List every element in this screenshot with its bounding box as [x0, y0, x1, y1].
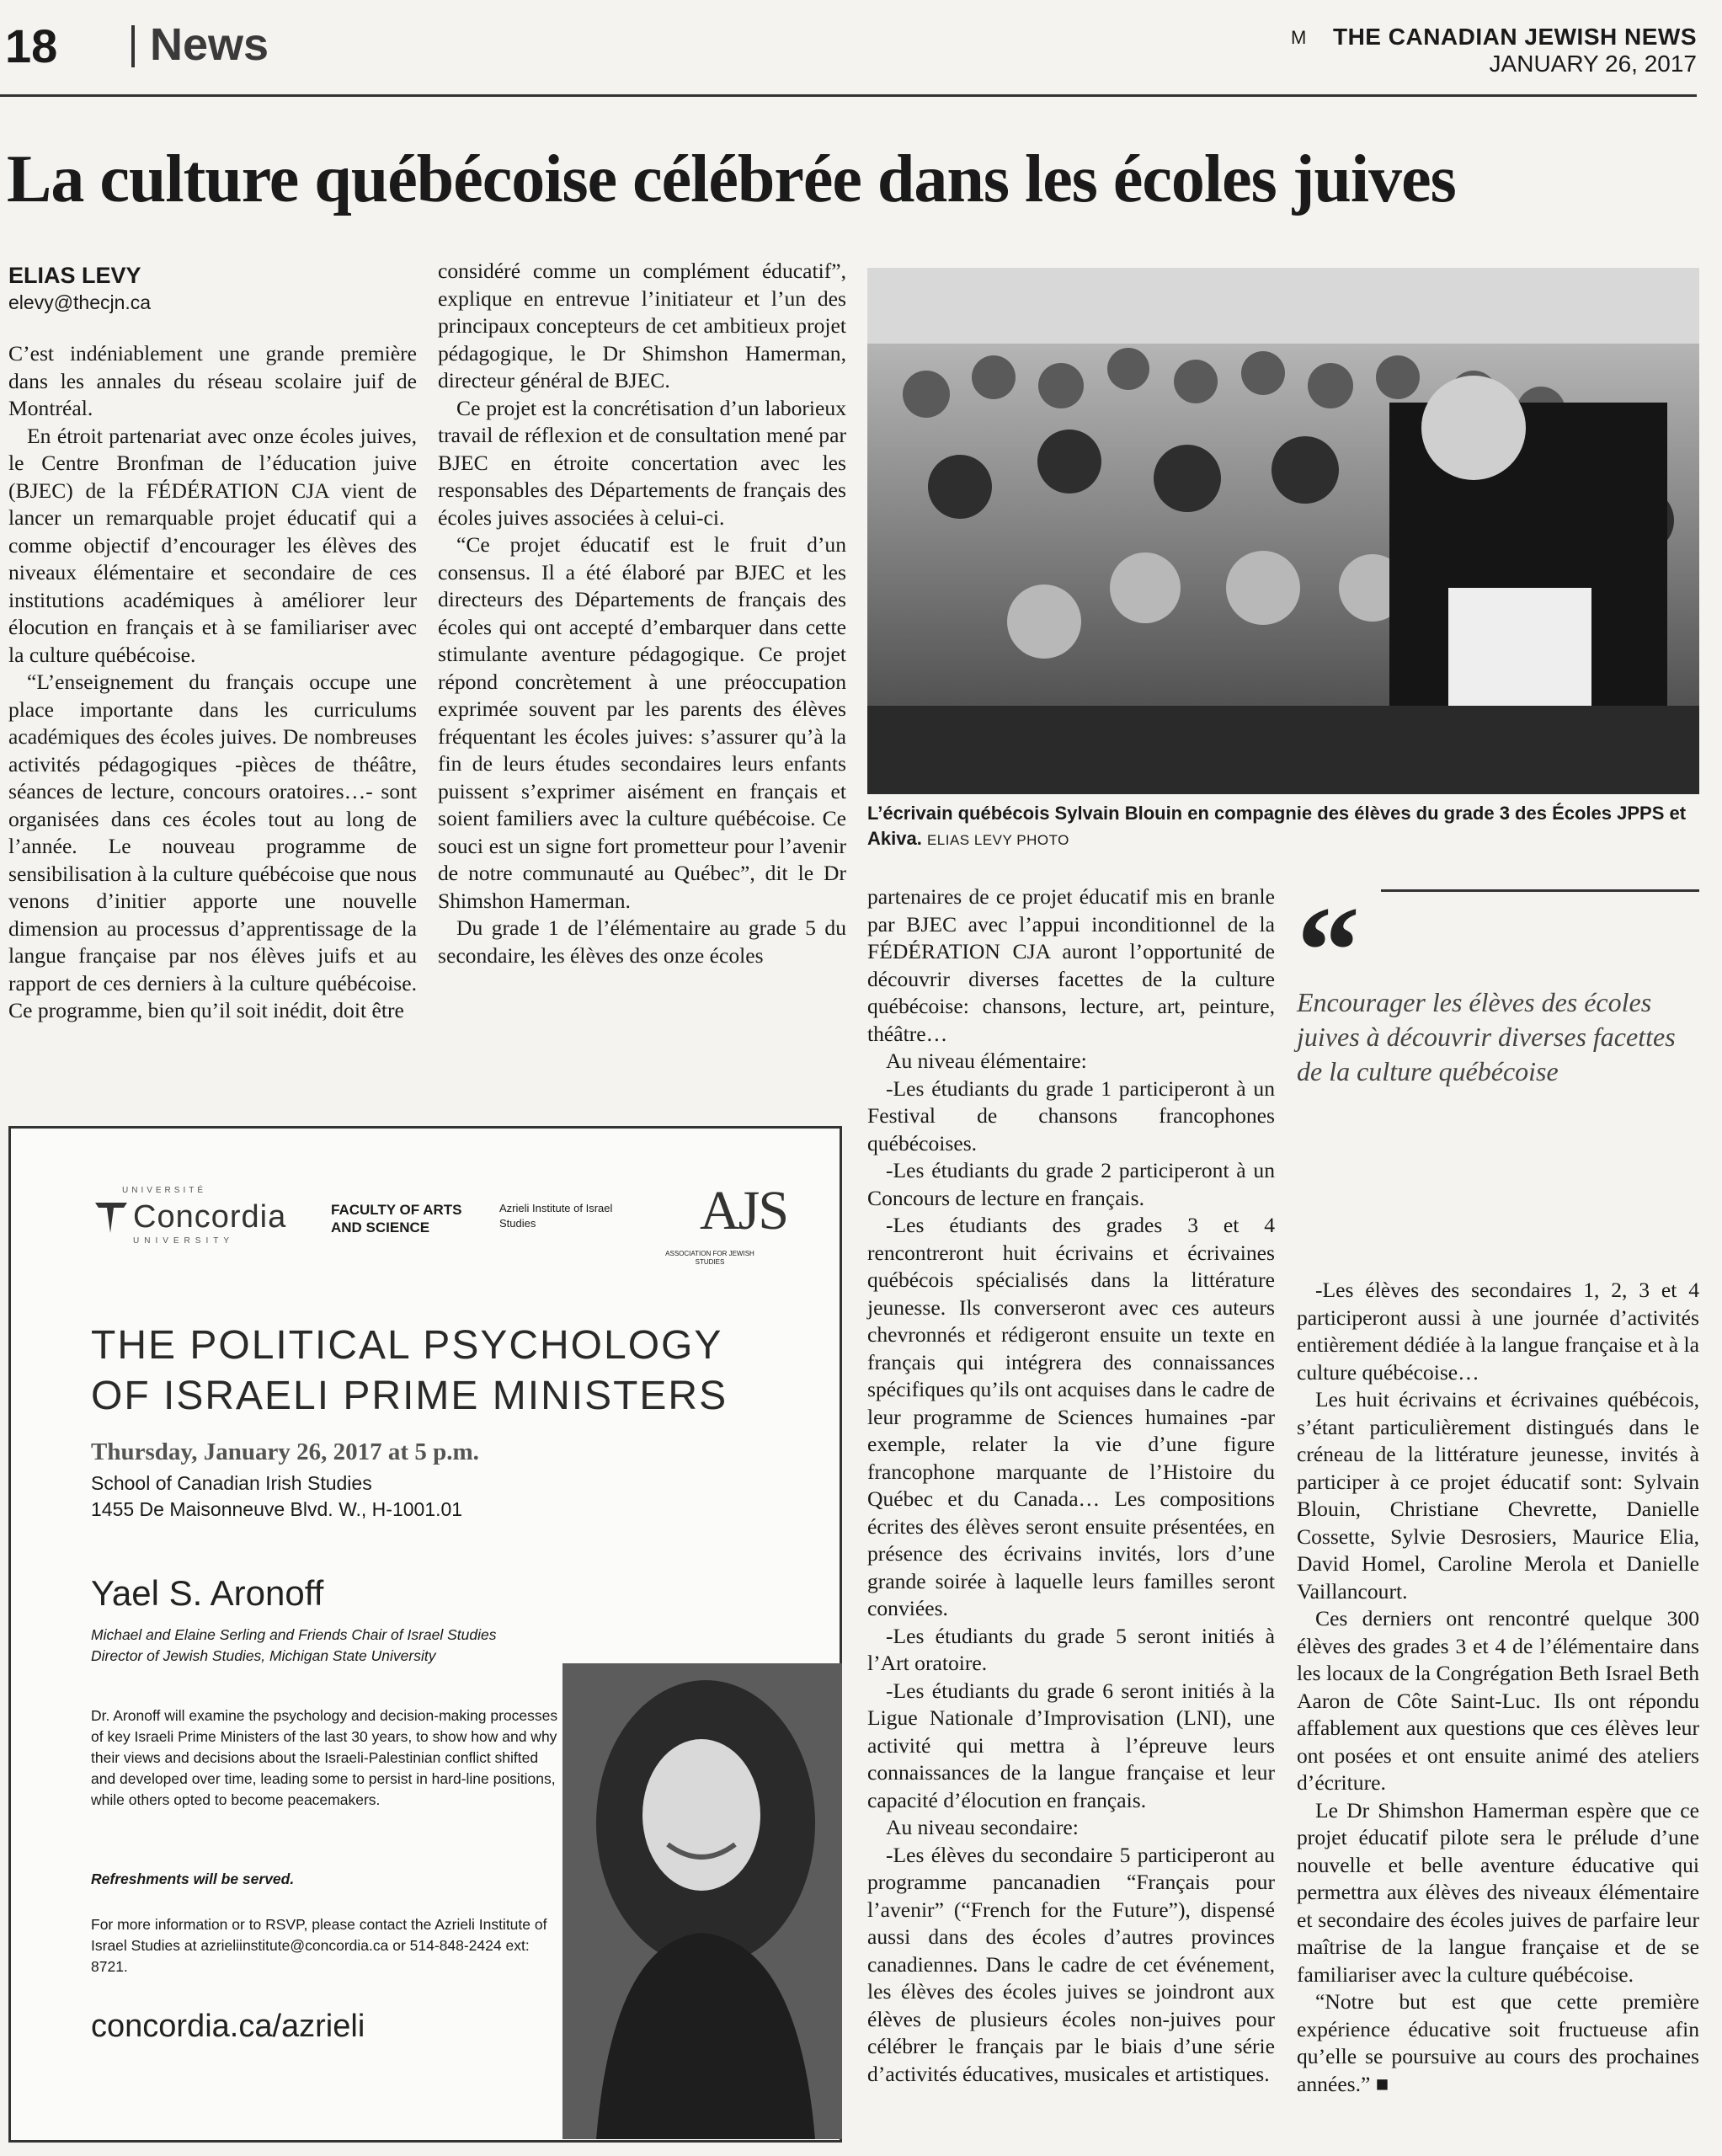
event-datetime: Thursday, January 26, 2017 at 5 p.m. [91, 1438, 479, 1465]
paragraph: Ces derniers ont rencontré quelque 300 élèves des grades 3 et 4 de l’élémentaire dans les locaux de la Congrégation Beth Israel Beth Aaron de Côte Saint-Luc. Ils ont répondu affablement aux questions que ces élèves leur ont posées et ont ensuite animé des ateliers d’écriture. [1297, 1606, 1699, 1795]
article-column-1 [8, 340, 417, 1025]
paragraph: -Les étudiants du grade 1 participeront à un Festival de chansons francophones québécoises. [867, 1075, 1275, 1155]
paragraph: C’est indéniablement une grande première dans les annales du réseau scolaire juif de Montréal. [8, 341, 417, 420]
faculty-name: FACULTY OF ARTS AND SCIENCE [331, 1202, 462, 1235]
event-description: Dr. Aronoff will examine the psychology and decision-making processes of key Israeli Prime Ministers of the last 30 years, to show how and why their views and decisions about the Israeli-Palestinian conflict shifted and developed over time, leading some to persist in hard-line positions, while others opted to become peacemakers. [91, 1707, 558, 1808]
paragraph: considéré comme un complément éducatif”, explique en entrevue l’initiateur et l’un des principaux concepteurs de cet ambitieux projet pédagogique, le Dr Shimshon Hamerman, directeur général de BJEC. [438, 259, 846, 392]
photo-caption [867, 801, 1699, 853]
paragraph: Du grade 1 de l’élémentaire au grade 5 du secondaire, les élèves des onze écoles [438, 915, 846, 968]
speaker-portrait-illustration [562, 1663, 842, 2139]
speaker-name: Yael S. Aronoff [91, 1573, 324, 1613]
article-column-4 [1297, 1277, 1699, 2098]
paragraph: -Les étudiants du grade 5 seront initiés à l’Art oratoire. [867, 1623, 1275, 1675]
role-line: Michael and Elaine Serling and Friends Chair of Israel Studies [91, 1626, 497, 1643]
pull-quote: Encourager les élèves des écoles juives à découvrir diverses facettes de la culture québécoise [1297, 987, 1676, 1086]
author-email[interactable]: elevy@thecjn.ca [8, 291, 152, 313]
edition-mark: M [1291, 27, 1307, 48]
speaker-role [91, 1625, 497, 1667]
paragraph: En étroit partenariat avec onze écoles juives, le Centre Bronfman de l’éducation juive (BJEC) de la FÉDÉRATION CJA vient de lancer un remarquable projet éducatif qui a comme objectif d’encourager les élèves des niveaux élémentaire et secondaire de ces institutions académiques à améliorer leur élocution en français et à se familiariser avec la culture québécoise. [8, 423, 417, 667]
paragraph: Le Dr Shimshon Hamerman espère que ce projet éducatif pilote sera le prélude d’une nouvelle et belle aventure éducative qui permettra aux élèves des niveaux élémentaire et secondaire des écoles juives de parfaire leur maîtrise de la langue française et de se familiariser avec la culture québécoise. [1297, 1797, 1699, 1987]
paper-name: THE CANADIAN JEWISH NEWS [1332, 24, 1697, 50]
paragraph: -Les étudiants des grades 3 et 4 rencontreront huit écrivains et écrivaines québécois spécialisés dans la littérature jeunesse. Ils converseront avec ces auteurs chevronnés et rédigeront ensuite un texte en français qui intégrera des connaissances spécifiques qu’ils ont acquises dans le cadre de leur programme de Sciences humaines -par exemple, relater la vie d’une figure francophone marquante de l’Histoire du Québec et du Canada… Les compositions écrites des élèves seront ensuite présentées, en présence des écrivains invités, lors d’une grande soirée à laquelle leurs familles seront conviées. [867, 1213, 1275, 1620]
venue-line: School of Canadian Irish Studies [91, 1472, 372, 1494]
event-title [91, 1321, 728, 1422]
event-title-line: OF ISRAELI PRIME MINISTERS [91, 1374, 728, 1418]
institute-name: Azrieli Institute of Israel Studies [499, 1202, 613, 1230]
classroom-photo-illustration [867, 268, 1699, 794]
paragraph: -Les élèves des secondaires 1, 2, 3 et 4 participeront aussi à une journée d’activités entièrement dédiée à la langue française et à la culture québécoise… [1297, 1278, 1699, 1385]
photo-credit: ELIAS LEVY PHOTO [926, 832, 1069, 848]
event-venue [91, 1470, 462, 1523]
rsvp-info: For more information or to RSVP, please contact the Azrieli Institute of Israel Studies at azrieliinstitute@concordia.ca or 514-848-2424 ext: 8721. [91, 1916, 547, 1975]
ad-website-link[interactable]: concordia.ca/azrieli [91, 2009, 365, 2044]
concordia-advertisement [8, 1126, 842, 2143]
concordia-logo-icon [93, 1199, 129, 1236]
ajs-logo: AJS [700, 1180, 788, 1241]
article-photo [867, 268, 1699, 794]
ajs-logo-subtitle: ASSOCIATION FOR JEWISH STUDIES [665, 1250, 754, 1266]
paragraph: -Les étudiants du grade 6 seront initiés à la Ligue Nationale d’Improvisation (LNI), une activité qui mettra à l’épreuve leurs connaissances de la langue française et leur capacité d’élocution en français. [867, 1678, 1275, 1812]
paragraph: “Ce projet éducatif est le fruit d’un consensus. Il a été élaboré par BJEC et les directeurs des Départements de français des écoles qui ont accepté d’embarquer dans cette stimulante aventure pédagogique. Ce projet répond concrètement à une préoccupation exprimée souvent par les parents des élèves fréquentant les écoles juives: s’assurer qu’à la fin de leurs études secondaires leurs enfants puissent s’exprimer aisément en français et soient familiers avec la culture québécoise. Ce souci est un signe fort prometteur pour l’avenir de notre communauté au Québec”, dit le Dr Shimshon Hamerman. [438, 532, 846, 913]
byline: ELIAS LEVY [8, 263, 141, 288]
section-name: News [150, 19, 269, 70]
article-headline: La culture québécoise célébrée dans les écoles juives [7, 142, 1456, 216]
venue-line: 1455 De Maisonneuve Blvd. W., H-1001.01 [91, 1498, 463, 1520]
concordia-logo: Concordia [133, 1199, 287, 1235]
paragraph: Au niveau élémentaire: [886, 1049, 1087, 1073]
header-rule [0, 94, 1697, 97]
masthead [1333, 24, 1697, 77]
issue-date: JANUARY 26, 2017 [1489, 51, 1697, 77]
paragraph: Les huit écrivains et écrivaines québécois, s’étant particulièrement distingués dans le créneau de la littérature jeunesse, invités à participer à ce projet éducatif sont: Sylvain Blouin, Christiane Chevrette, Danielle Cossette, Sylvie Desrosiers, Maurice Elia, David Homel, Caroline Merola et Danielle Vaillancourt. [1297, 1387, 1699, 1604]
caption-text: L’écrivain québécois Sylvain Blouin en compagnie des élèves du grade 3 des Écoles JPPS et Akiva. [867, 803, 1687, 849]
logo-bottom-text: UNIVERSITY [133, 1236, 235, 1246]
page-number: 18 [5, 19, 58, 72]
role-line: Director of Jewish Studies, Michigan State University [91, 1647, 436, 1664]
article-column-2 [438, 258, 846, 969]
paragraph: “Notre but est que cette première expérience éducative soit fructueuse afin qu’elle se poursuive au cours des prochaines années.” ■ [1297, 1989, 1699, 2096]
logo-top-text: UNIVERSITÉ [122, 1186, 207, 1195]
paragraph: -Les étudiants du grade 2 participeront à un Concours de lecture en français. [867, 1158, 1275, 1210]
paragraph: Ce projet est la concrétisation d’un laborieux travail de réflexion et de consultation mené par BJEC en étroite concertation avec les responsables des Départements de français des écoles juives associées à celui-ci. [438, 395, 846, 530]
paragraph: Au niveau secondaire: [886, 1815, 1079, 1839]
paragraph: -Les élèves du secondaire 5 participeront au programme pancanadien “Français pour l’avenir” (“French for the Future”), dispensé aussi dans des écoles d’autres provinces canadiennes. Dans le cadre de cet événement, les élèves des écoles juives se joindront aux élèves de plusieurs écoles non-juives pour célébrer le français par le biais d’une série d’activités éducatives, musicales et artistiques. [867, 1842, 1275, 2086]
article-column-3 [867, 883, 1275, 2088]
header-divider [131, 25, 135, 67]
refreshments-note: Refreshments will be served. [91, 1870, 295, 1887]
pull-quote-rule [1381, 889, 1699, 892]
event-title-line: THE POLITICAL PSYCHOLOGY [91, 1323, 723, 1368]
speaker-portrait [562, 1663, 842, 2139]
paragraph: partenaires de ce projet éducatif mis en branle par BJEC avec l’appui inconditionnel de la FÉDÉRATION CJA auront l’opportunité de découvrir diverses facettes de la culture québécoise: chansons, lecture, art, peinture, théâtre… [867, 884, 1275, 1046]
quote-mark-icon: “ [1297, 881, 1360, 1021]
paragraph: “L’enseignement du français occupe une place importante dans les curriculums académiques des écoles juives. De nombreuses activités pédagogiques -pièces de théâtre, séances de lecture, concours oratoires…- sont organisées dans ces écoles tout au long de l’année. Le nouveau programme de sensibilisation à la culture québécoise que nous venons d’initier apporte une nouvelle dimension au processus d’apprentissage de la langue française par nos élèves juifs et au rapport de ces derniers à la culture québécoise. Ce programme, bien qu’il soit inédit, doit être [8, 670, 417, 1022]
